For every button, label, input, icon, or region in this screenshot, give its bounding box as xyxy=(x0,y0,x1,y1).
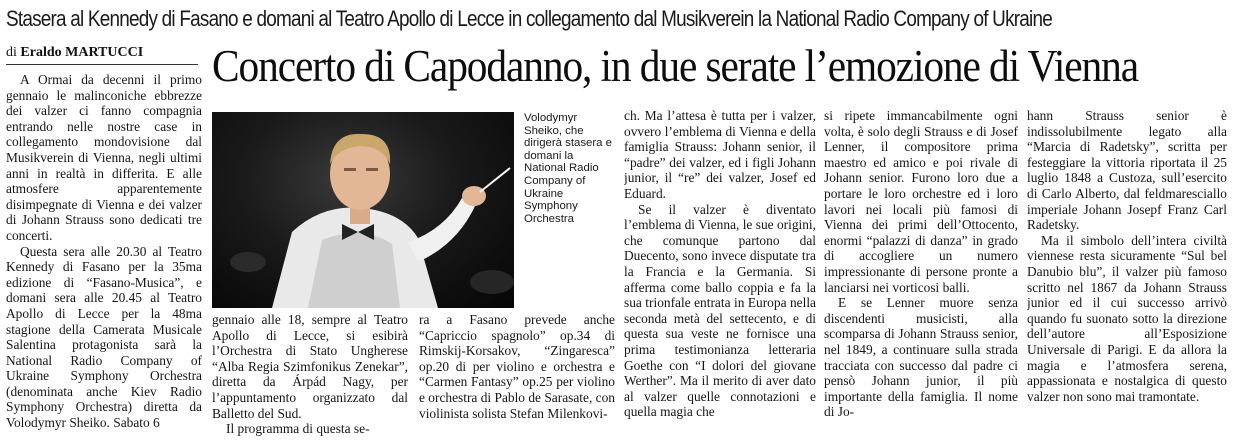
text-column-1 xyxy=(6,72,202,446)
byline-prefix: di xyxy=(6,45,17,60)
byline xyxy=(6,44,198,65)
paragraph: Se il valzer è diventato l’emblema di Vienna, le sue origini, che comunque partono dal Duecento, sono invece disputate tra la Francia e la Germania. Si afferma come ballo coppia e fa la sua trionfale entrata in Europa nella seconda metà del settecento, e di questa sua veste ne fornisce una prima testimonianza letteraria Goethe con “I dolori del giovane Werther”. Ma il merito di aver dato al valzer quelle connotazioni e quella magia che xyxy=(624,201,816,420)
text-column-5 xyxy=(1027,108,1227,446)
paragraph: Il programma di questa se- xyxy=(226,421,370,437)
conductor-figure-icon xyxy=(212,112,514,308)
photo-caption: Volodymyr Sheiko, che dirigerà stasera e domani la National Radio Company of Ukraine Symphony Orchestra xyxy=(524,112,613,225)
conductor-photo xyxy=(212,112,514,308)
text-column-2b xyxy=(419,312,615,446)
paragraph: si ripete immancabilmente ogni volta, è solo degli Strauss e di Josef Lenner, il compositore prima maestro ed amico e poi rivale di Johann senior. Furono loro due a portare le loro orchestre ed i loro lavori nei locali più famosi di Vienna dei primi dell’Ottocento, enormi “palazzi di danza” in grado di accogliere un numero impressionante di persone pronte a lanciarsi nei vorticosi balli. xyxy=(824,108,1018,295)
paragraph: A Ormai da decenni il primo gennaio le malinconiche ebbrezze dei valzer ci fanno compagnia entrando nelle nostre case in collegamento mondovisione dal Musikverein di Vienna, negli ultimi anni in realtà in differita. E alle atmosfere apparentemente disimpegnate di Vienna e dei valzer di Johann Strauss sono dedicati tre concerti. xyxy=(6,72,202,243)
byline-author: Eraldo MARTUCCI xyxy=(20,45,144,60)
paragraph: gennaio alle 18, sempre al Teatro Apollo di Lecce, si esibirà l’Orchestra di Stato Ungherese “Alba Regia Szimfonikus Zenekar”, diretta da Árpád Nagy, per l’appuntamento organizzato dal Balletto del Sud. xyxy=(212,312,408,421)
text-column-4 xyxy=(824,108,1018,446)
paragraph: ch. Ma l’attesa è tutta per i valzer, ovvero l’emblema di Vienna e della famiglia Strauss: Johann senior, il “padre” dei valzer, ed i figli Johann junior, il “re” dei valzer, Josef ed Eduard. xyxy=(624,108,816,201)
article-headline: Concerto di Capodanno, in due serate l’emozione di Vienna xyxy=(212,41,1138,91)
paragraph: Ma il simbolo dell’intera civiltà viennese resta sicuramente “Sul bel Danubio blu”, il valzer più famoso scritto nel 1867 da Johann Strauss junior ed il cui successo arrivò quando fu suonato sotto la direzione dell’autore all’Esposizione Universale di Parigi. E da allora la magia e l’atmosfera serena, appassionata e nostalgica di questo valzer non sono mai tramontate. xyxy=(1027,232,1227,404)
text-column-3 xyxy=(624,108,816,446)
paragraph: E se Lenner muore senza discendenti musicisti, alla scomparsa di Johann Strauss senior, nel 1849, a continuare sulla strada tracciata con successo dal padre ci pensò Johann junior, il più importante della famiglia. Il nome di Jo- xyxy=(824,295,1018,420)
text-column-2a xyxy=(212,312,408,446)
article-kicker: Stasera al Kennedy di Fasano e domani al Teatro Apollo di Lecce in collegamento dal Musikverein la National Radio Company of Ukraine xyxy=(6,6,1052,31)
paragraph: ra a Fasano prevede anche “Capriccio spagnolo” op.34 di Rimskij-Korsakov, “Zingaresca” op.20 di per violino e orchestra e “Carmen Fantasy” op.25 per violino e orchestra di Pablo de Sarasate, con violinista solista Stefan Milenkovi- xyxy=(419,312,615,421)
paragraph: hann Strauss senior è indissolubilmente legato alla “Marcia di Radetsky”, scritta per festeggiare la vittoria riportata il 25 luglio 1848 a Custoza, sull’esercito di Carlo Alberto, dal feldmaresciallo imperiale Johann Josepf Franz Carl Radetsky. xyxy=(1027,108,1227,233)
paragraph: Questa sera alle 20.30 al Teatro Kennedy di Fasano per la 35ma edizione di “Fasano-Musica”, e domani sera alle 20.45 al Teatro Apollo di Lecce per la 48ma stagione della Camerata Musicale Salentina protagonista sarà la National Radio Company of Ukraine Symphony Orchestra (denominata anche Kiev Radio Symphony Orchestra) diretta da Volodymyr Sheiko. Sabato 6 xyxy=(6,243,202,431)
